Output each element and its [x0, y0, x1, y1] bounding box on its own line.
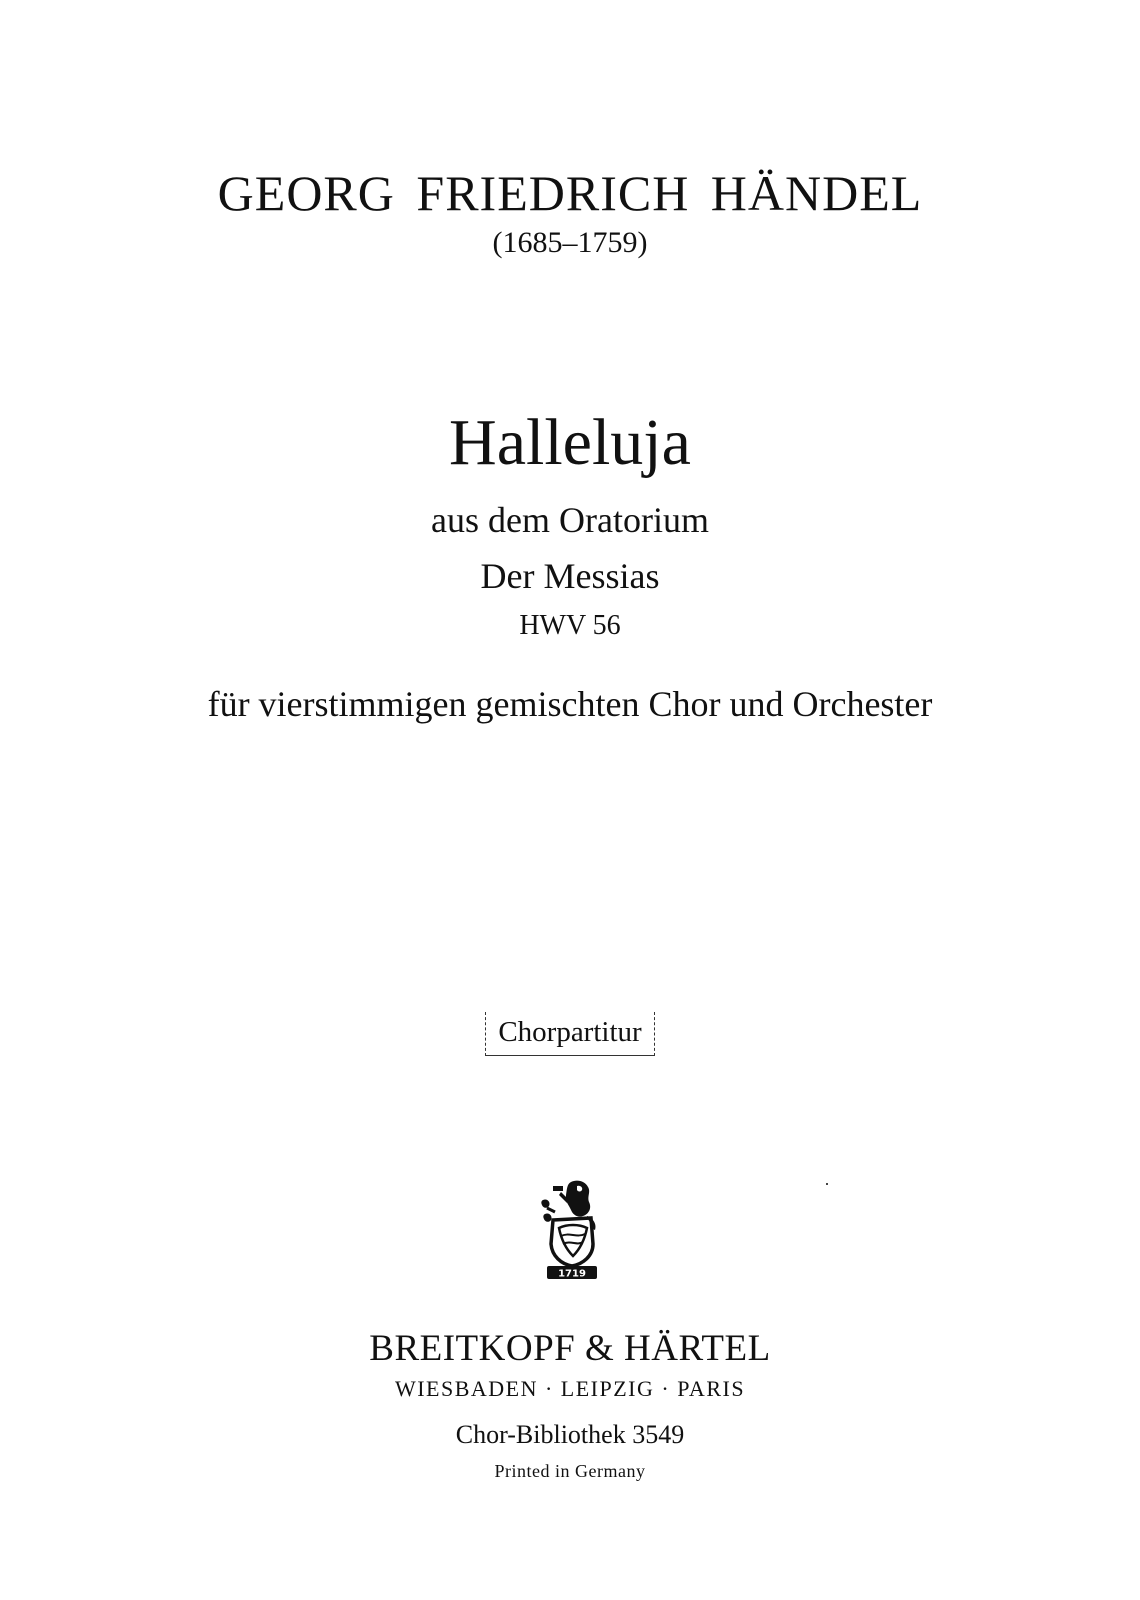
composer-name: GEORG FRIEDRICH HÄNDEL [217, 165, 923, 221]
edition-badge-container [0, 1012, 1140, 1056]
work-title: Halleluja [449, 406, 691, 479]
catalog-number: HWV 56 [519, 610, 621, 641]
logo-year: 1719 [558, 1268, 586, 1280]
publisher-name: BREITKOPF & HÄRTEL [369, 1328, 771, 1369]
scoring-description: für vierstimmigen gemischten Chor und Orchester [207, 684, 933, 724]
scan-speck [826, 1183, 828, 1185]
edition-type-badge: Chorpartitur [485, 1012, 654, 1056]
printed-note: Printed in Germany [494, 1461, 646, 1481]
work-subtitle: aus dem Oratorium [431, 500, 709, 540]
oratorio-name: Der Messias [480, 556, 660, 596]
publisher-cities: WIESBADEN · LEIPZIG · PARIS [394, 1376, 746, 1401]
composer-dates: (1685–1759) [492, 226, 648, 259]
breitkopf-bear-crest-icon [531, 1178, 607, 1283]
series-number: Chor-Bibliothek 3549 [455, 1420, 685, 1449]
